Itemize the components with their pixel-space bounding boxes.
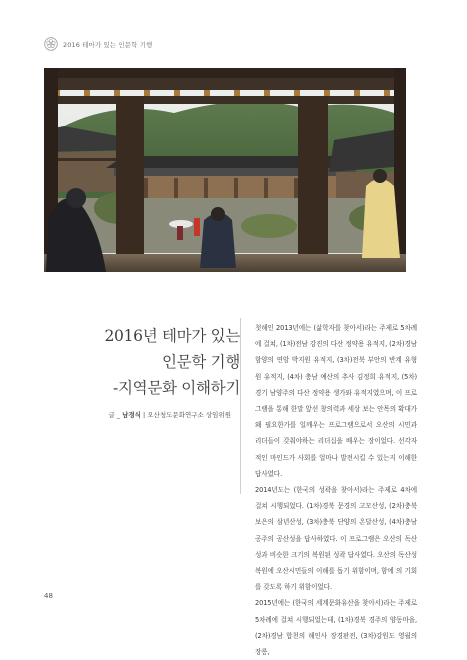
author-affiliation: | 오산청도문화연구소 상임위원: [143, 411, 231, 419]
column-divider: [240, 318, 241, 494]
flower-logo-icon: [44, 37, 58, 51]
article-title: [60, 323, 240, 401]
byline-prefix: 글 _: [108, 411, 121, 419]
header-title: 2016 테마가 있는 인문학 기행: [63, 40, 153, 49]
body-paragraph-2: 2014년도는 (한국의 성곽을 찾아서)라는 주제로 4차에 걸쳐 시행되었다. (1차)경북 문경의 고모산성, (2차)충북 보은의 삼년산성, (3차)충북 단양의 온달산성, (4차)충남 공주의 공산성을 답사하였다. 이 프로그램은 오산의 독산성과 비슷한 크기의 복원된 성곽 답사였다. 오산의 독산성 복원에 오산시민들의 이해를 돕기 위함이며, 함에 의 기회를 갖도록 하기 위함이었다.: [255, 486, 417, 592]
page-number: 48: [44, 592, 53, 600]
title-line-1: 2016년 테마가 있는: [104, 327, 240, 345]
body-paragraph-1: 첫해인 2013년에는 (삶학자를 찾아서)라는 주제로 5차례에 걸쳐, (1차)전남 강진의 다산 정약용 유적지, (2차)경남 함양의 연암 박지원 유적지, (3차)전북 부안의 반계 유형원 유적지, (4차) 충남 예산의 추사 김정희 유적지, (5차)경기 남양주의 다산 정약용 생가와 유적지였으며, 이 프로그램을 통해 한말 앞선 창의력과 세상 보는 안목의 확대가 왜 필요한가를 일깨우는 프로그램으로서 오산의 시민과 리더들이 갖춰야하는 리더십을 배우는 장이었다. 선각자적인 마인드가 사회를 얼마나 발전시킬 수 있는지 이해한 답사였다.: [255, 324, 417, 478]
article-body: [255, 320, 417, 660]
running-header: [44, 35, 152, 53]
temple-pavilion-photo: [44, 68, 406, 272]
byline: [108, 410, 231, 419]
body-paragraph-3: 2015년에는 (한국의 세계문화유산을 찾아서)라는 주제로 5차례에 걸쳐 시행되었는데, (1차)경북 경주의 양동마을, (2차)경남 합천의 해인사 장경판전, (3차)강원도 영월의 장릉,: [255, 599, 417, 657]
title-line-3: -지역문화 이해하기: [113, 379, 240, 397]
title-line-2: 인문학 기행: [162, 353, 240, 371]
author-name: 남경식: [122, 411, 141, 419]
